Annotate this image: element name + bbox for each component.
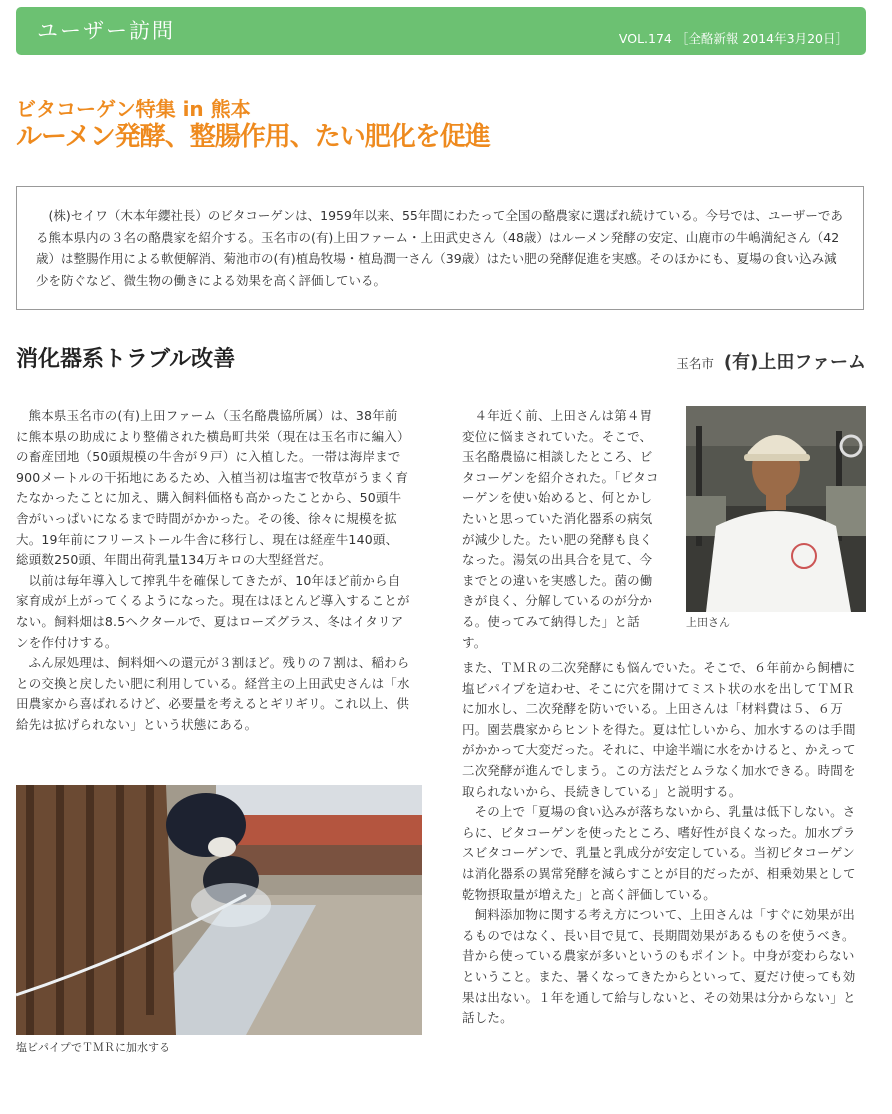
farm-location: 玉名市 — [676, 356, 714, 371]
body-paragraph: 以前は毎年導入して搾乳牛を確保してきたが、10年ほど前から自家育成が上がってくるようになった。現在はほとんど導入することがない。飼料畑は8.5ヘクタールで、夏はローズグラス、冬はイタリアンを作付けする。 — [16, 572, 410, 650]
farm-name: (有)上田ファーム — [723, 352, 866, 373]
lead-text: (株)セイワ（木本年纓社長）のビタコーゲンは、1959年以来、55年間にわたって全国の酪農家に選ばれ続けている。今号では、ユーザーである熊本県内の３名の酪農家を紹介する。玉名市の(有)上田ファーム・上田武史さん（48歳）はルーメン発酵の安定、山鹿市の牛嶋満紀さん（42歳）は整腸作用による軟便解消、菊池市の(有)植島牧場・植島潤一さん（39歳）はたい肥の発酵促進を実感。そのほかにも、夏場の食い込み減少を防ぐなど、微生物の働きによる効果を高く評価している。 — [36, 208, 843, 288]
section-farm — [676, 348, 866, 374]
article-subtitle: ビタコーゲン特集 in 熊本 — [16, 97, 251, 121]
farmer-photo-illustration — [686, 406, 866, 612]
farmer-photo-caption: 上田さん — [686, 616, 730, 629]
issue-info: VOL.174 ［全酪新報 2014年3月20日］ — [618, 31, 848, 46]
cows-photo — [16, 785, 422, 1035]
body-paragraph: また、ＴＭＲの二次発酵にも悩んでいた。そこで、６年前から飼槽に塩ビパイプを這わせ、そこに穴を開けてミスト状の水を出してＴＭＲに加水し、二次発酵を防いでいる。上田さんは「材料費は５、６万円。園芸農家からヒントを得た。夏は忙しいから、加水するのは手間がかかって大変だった。それに、中途半端に水をかけると、かえって二次発酵が進んでしまう。この方法だとムラなく加水できる。時間を取られないから、長続きしている」と説明する。 — [462, 660, 856, 799]
section-title: 消化器系トラブル改善 — [16, 347, 236, 372]
cows-photo-caption: 塩ビパイプでＴＭＲに加水する — [16, 1041, 170, 1054]
body-right-wide-column — [462, 658, 858, 1029]
body-paragraph: ふん尿処理は、飼料畑への還元が３割ほど。残りの７割は、稲わらとの交換と戻したい肥に利用している。経営主の上田武史さんは「水田農家から喜ばれるけど、必要量を考えるとギリギリ。これ以上、供給先は拡げられない」という状態にある。 — [16, 655, 410, 732]
body-paragraph: ４年近く前、上田さんは第４胃変位に悩まされていた。そこで、玉名酪農協に相談したところ、ビタコーゲンを紹介された。「ビタコーゲンを使い始めると、何とかしたいと思っていた消化器系の病気が減少した。たい肥の発酵も良くなった。湯気の出具合を見て、今までとの違いを実感した。菌の働きが良く、分解しているのが分かる。使ってみて納得した」と話す。 — [462, 408, 659, 650]
header-bar — [16, 7, 866, 55]
body-paragraph: 熊本県玉名市の(有)上田ファーム（玉名酪農協所属）は、38年前に熊本県の助成により整備された横島町共栄（現在は玉名市に編入）の畜産団地（50頭規模の牛舎が９戸）に入植した。一帯は海岸まで900メートルの干拓地にあるため、入植当初は塩害で牧草がうまく育たなかったことに加え、購入飼料価格も高かったことから、50頭牛舎がいっぱいになるまで時間がかかった。その後、徐々に規模を拡大。19年前にフリーストール牛舎に移行し、現在は経産牛140頭、総頭数250頭、年間出荷乳量134万キロの大型経営だ。 — [16, 408, 410, 568]
body-right-narrow-column — [462, 406, 662, 653]
body-paragraph: 飼料添加物に関する考え方について、上田さんは「すぐに効果が出るものではなく、長い目で見て、長期間効果があるものを使うべき。昔から使っている農家が多いというのもポイント。中身が変わらないということ。また、暑くなってきたからといって、夏だけ使っても効果は出ない。１年を通して給与しないと、その効果は分からない」と話した。 — [462, 907, 856, 1026]
body-left-column — [16, 406, 410, 736]
lead-box — [16, 186, 864, 310]
body-paragraph: その上で「夏場の食い込みが落ちないから、乳量は低下しない。さらに、ビタコーゲンを使ったところ、嗜好性が良くなった。加水プラスビタコーゲンで、乳量と乳成分が安定している。当初ビタコーゲンは消化器系の異常発酵を減らすことが目的だったが、相乗効果として乾物摂取量が増えた」と高く評価している。 — [462, 804, 856, 902]
article-title: ルーメン発酵、整腸作用、たい肥化を促進 — [16, 122, 490, 152]
header-title: ユーザー訪問 — [37, 19, 175, 43]
cows-photo-illustration — [16, 785, 422, 1035]
farmer-photo — [686, 406, 866, 612]
